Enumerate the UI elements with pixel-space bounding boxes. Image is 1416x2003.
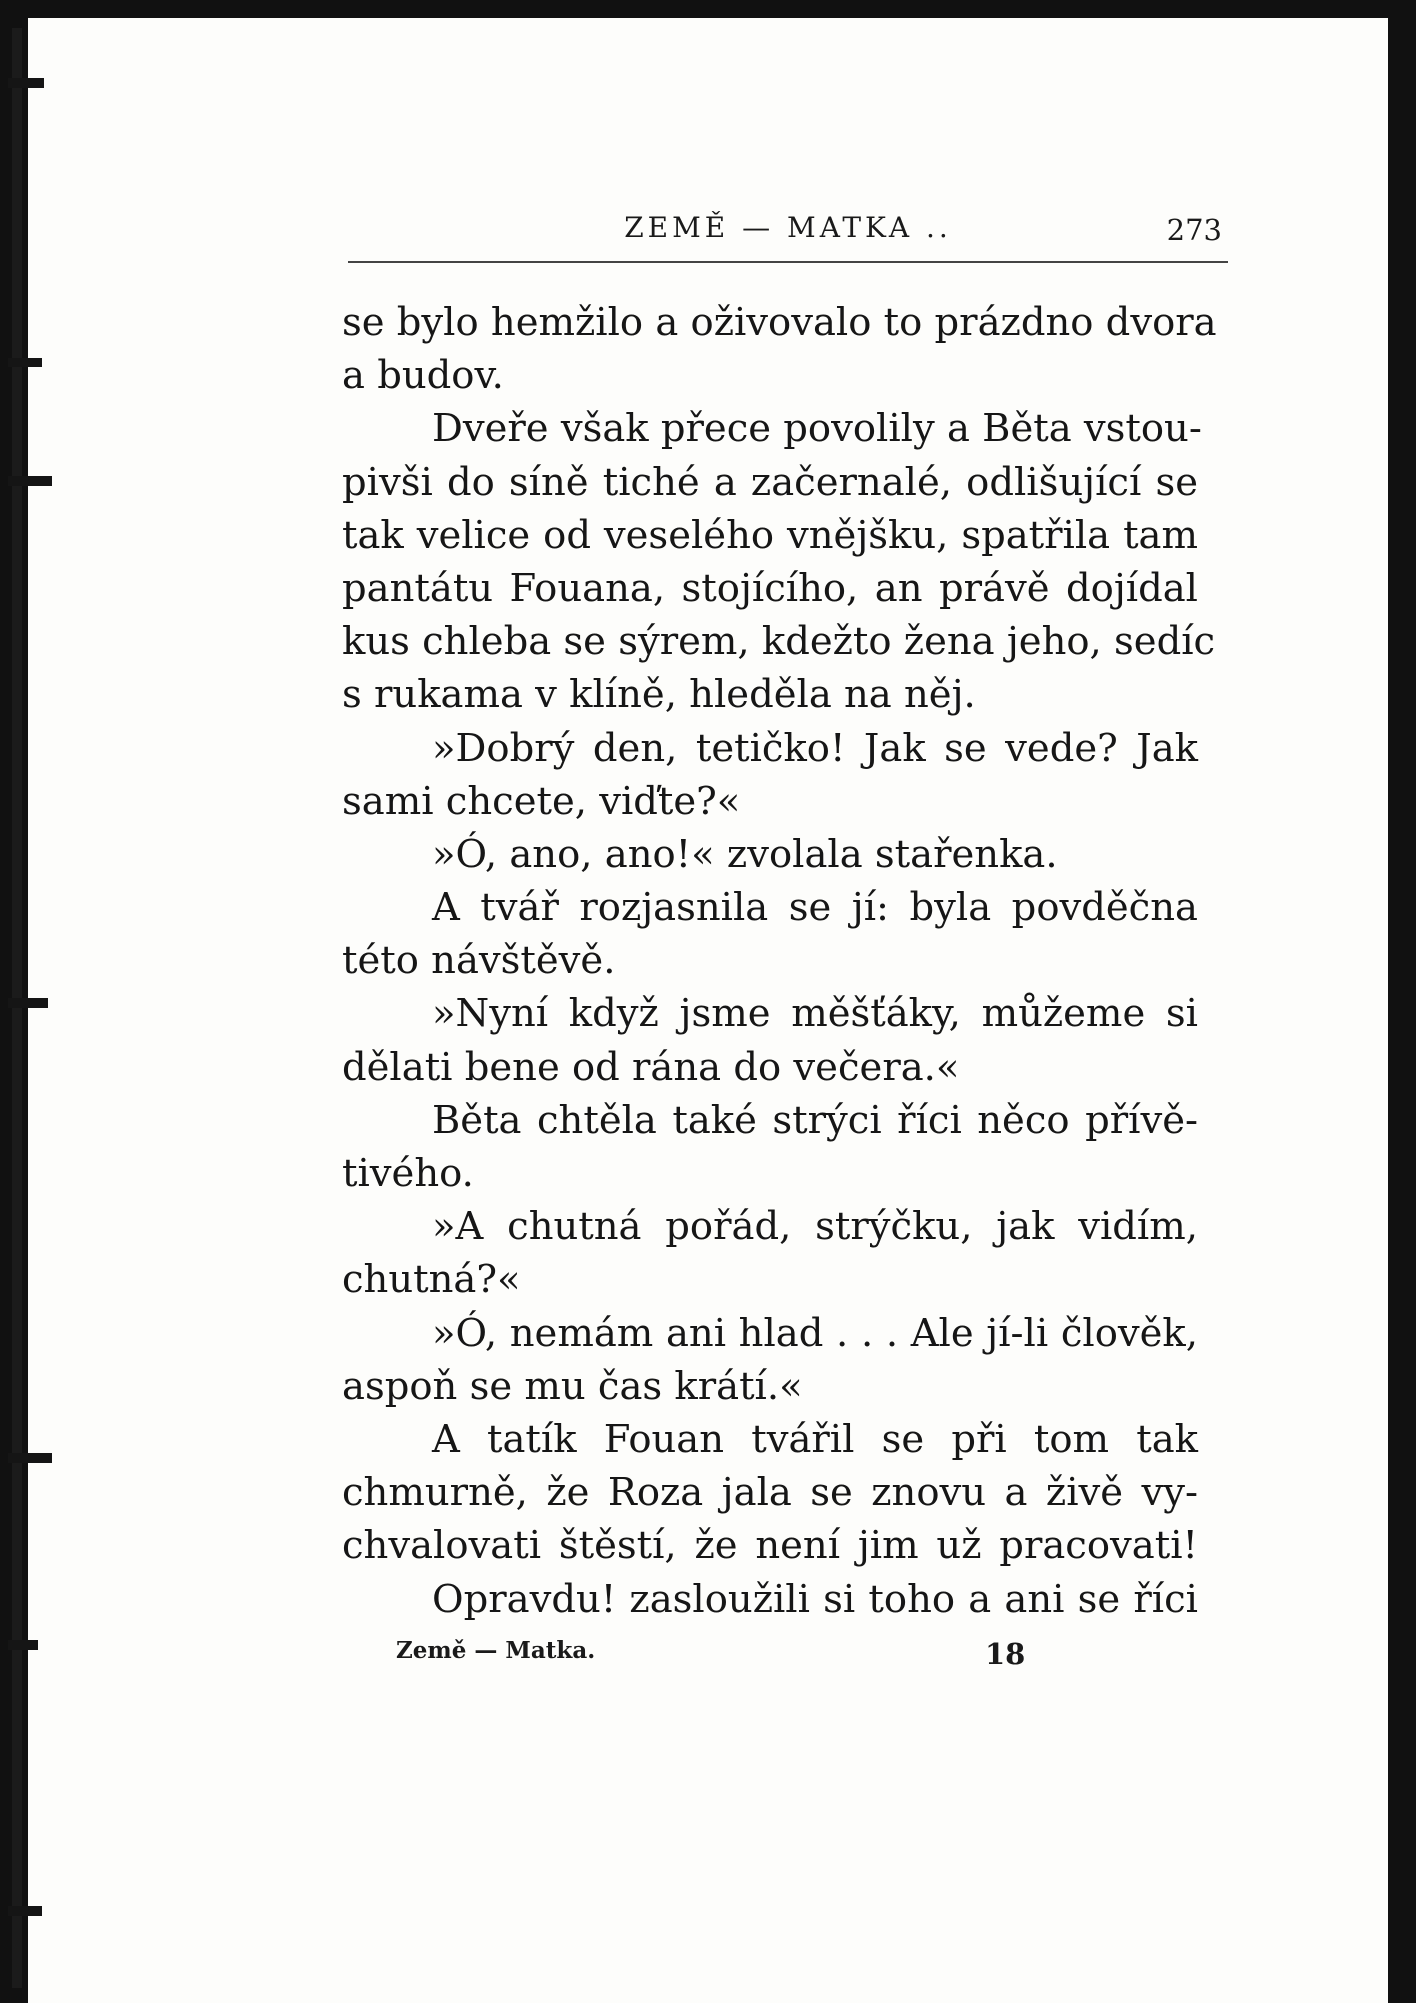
page-number: 273 [1166,213,1222,247]
text-line: chvalovati štěstí, že není jim už pracovati! [342,1523,1198,1569]
text-line: »Ó, ano, ano!« zvolala stařenka. [432,831,1058,877]
text-line: a budov. [342,353,504,399]
text-line: A tvář rozjasnila se jí: byla povděčna [432,885,1198,931]
binding-edge-tick [8,78,44,88]
text-line: pivši do síně tiché a začernalé, odlišující se [342,459,1198,505]
text-line: aspoň se mu čas krátí.« [342,1363,803,1409]
text-line: A tatík Fouan tvářil se při tom tak [432,1416,1198,1462]
binding-edge-tick [8,476,52,486]
text-line: s rukama v klíně, hleděla na něj. [342,672,976,718]
running-header [348,211,1228,263]
binding-edge-tick [8,1906,42,1916]
text-line: »Ó, nemám ani hlad . . . Ale jí-li člověk, [432,1310,1198,1356]
binding-edge-tick [8,1453,52,1463]
binding-edge-line [12,28,22,1988]
text-line: kus chleba se sýrem, kdežto žena jeho, sedíc [342,619,1216,665]
text-line: chutná?« [342,1257,521,1303]
body-text [342,296,1217,1626]
binding-edge-tick [8,358,42,367]
running-title: ZEMĚ — MATKA .. [624,211,952,244]
text-line: chmurně, že Roza jala se znovu a živě vy- [342,1470,1198,1516]
signature-number: 18 [985,1637,1026,1671]
binding-edge-tick [8,998,48,1008]
text-line: tak velice od veselého vnějšku, spatřila tam [342,512,1198,558]
text-line: Opravdu! zasloužili si toho a ani se říci [432,1576,1198,1622]
binding-edge-tick [8,1640,38,1650]
text-line: Dveře však přece povolily a Běta vstou- [432,406,1202,452]
text-line: pantátu Fouana, stojícího, an právě dojídal [342,565,1198,611]
text-line: se bylo hemžilo a oživovalo to prázdno dvora [342,300,1217,345]
text-line: sami chcete, viďte?« [342,778,741,824]
signature-title: Země — Matka. [396,1637,596,1664]
text-line: Běta chtěla také strýci říci něco přívě- [432,1097,1198,1143]
text-line: »A chutná pořád, strýčku, jak vidím, [432,1204,1198,1250]
text-line: této návštěvě. [342,938,616,984]
text-line: »Dobrý den, tetičko! Jak se vede? Jak [432,725,1198,771]
text-line: dělati bene od rána do večera.« [342,1044,960,1090]
text-line: »Nyní když jsme měšťáky, můžeme si [432,991,1198,1037]
text-line: tivého. [342,1151,474,1196]
